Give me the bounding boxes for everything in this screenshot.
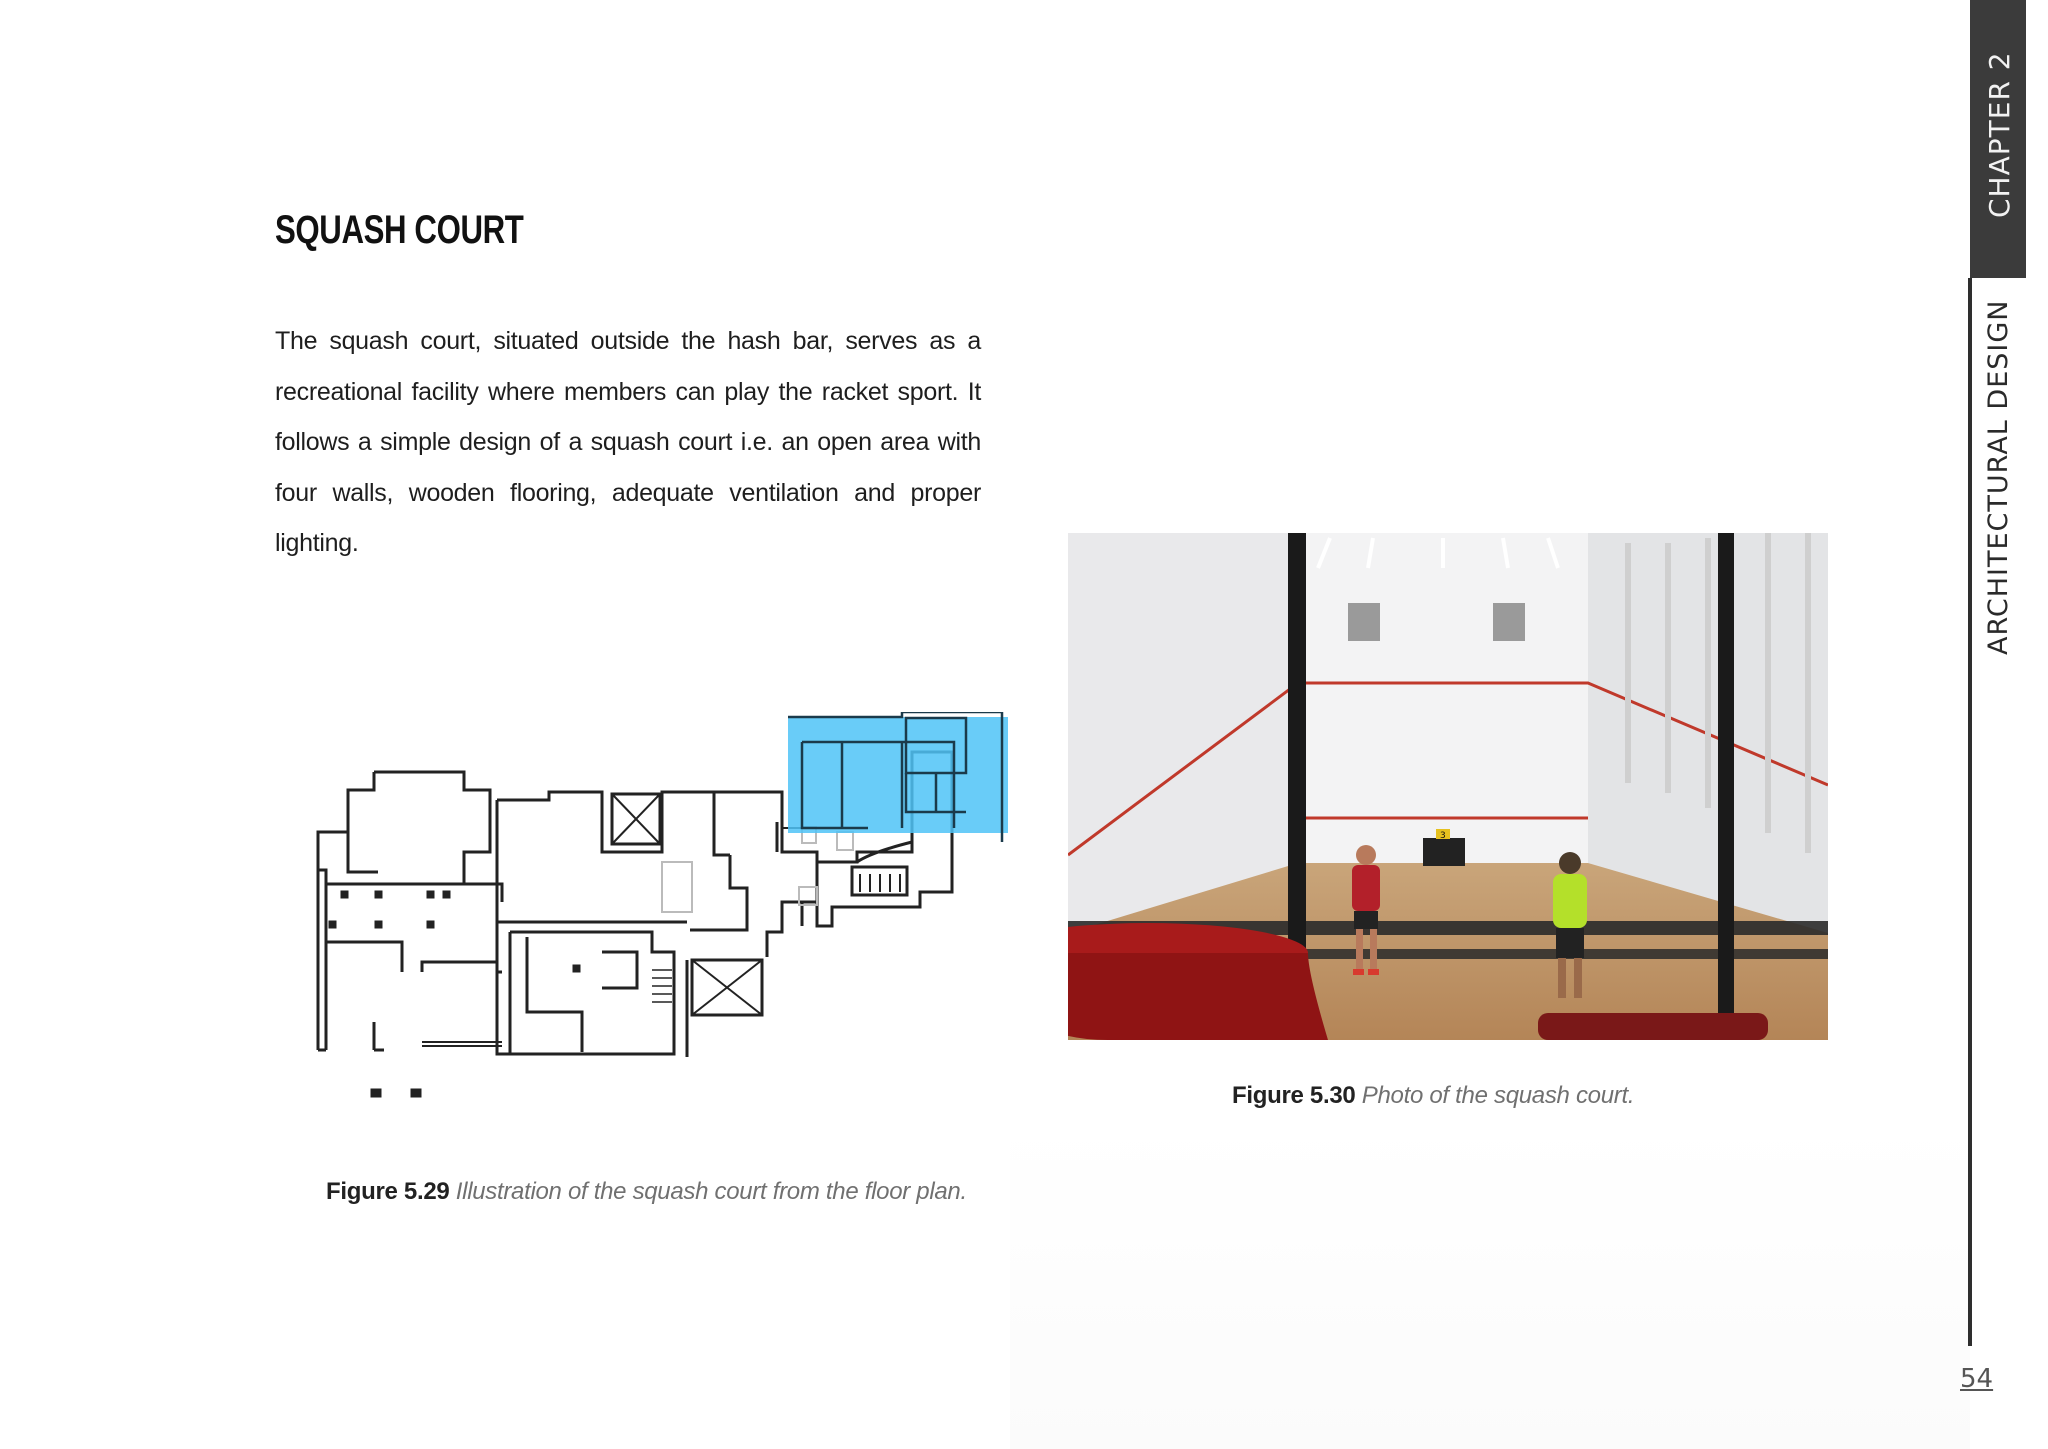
squash-court-photo	[1068, 533, 1828, 1040]
floor-plan-illustration	[312, 712, 1012, 1112]
squash-court-highlight	[788, 717, 1008, 833]
figure-caption-text: Illustration of the squash court from the floor plan.	[455, 1178, 967, 1205]
section-label: ARCHITECTURAL DESIGN	[1983, 299, 2014, 655]
sidebar-rule	[1968, 278, 1972, 1346]
figure-number: Figure 5.30	[1232, 1082, 1356, 1109]
figure-caption-text: Photo of the squash court.	[1361, 1082, 1635, 1109]
chapter-label: CHAPTER 2	[1983, 51, 2016, 218]
body-paragraph: The squash court, situated outside the hash bar, serves as a recreational facility where members can play the racket sport. It follows a simple design of a squash court i.e. an open area with four walls, wooden flooring, adequate ventilation and proper lighting.	[275, 327, 981, 557]
page-number: 54	[1960, 1364, 1994, 1394]
page-title: SQUASH COURT	[275, 208, 524, 252]
figure-number: Figure 5.29	[326, 1178, 450, 1205]
figure-caption-floorplan	[326, 1178, 967, 1206]
figure-caption-photo	[1232, 1082, 1634, 1110]
page-shade	[1010, 1120, 1970, 1449]
sign-number: 3	[1440, 831, 1446, 841]
